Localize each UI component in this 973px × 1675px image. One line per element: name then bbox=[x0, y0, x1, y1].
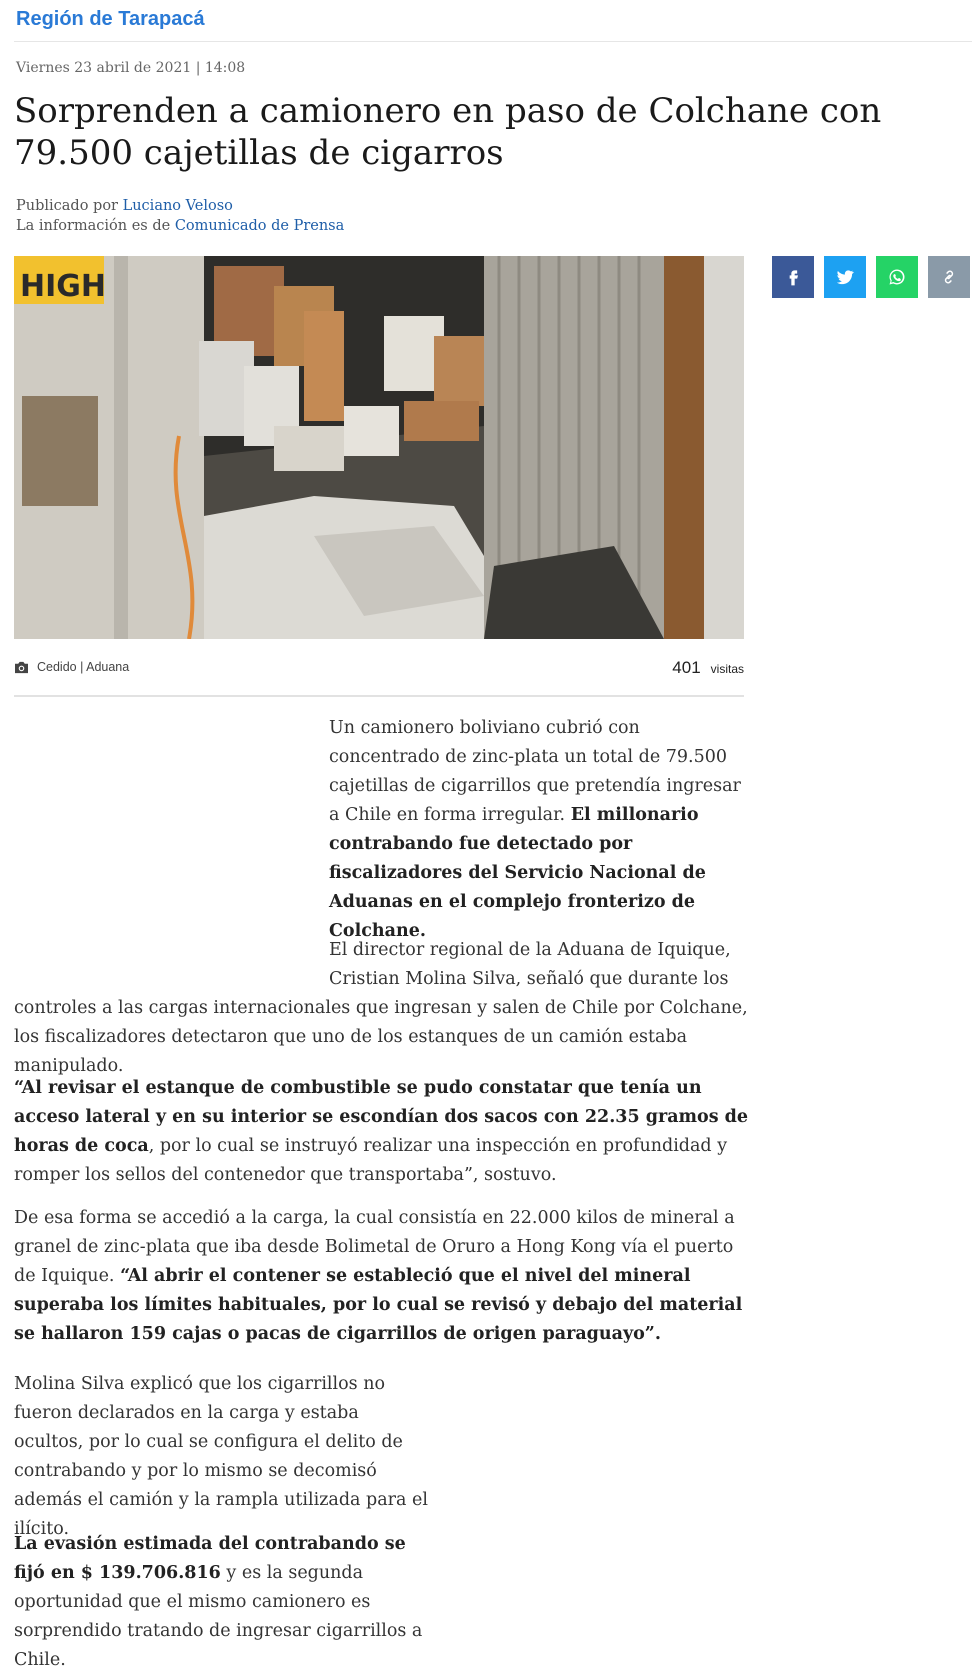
camera-icon bbox=[14, 661, 29, 674]
paragraph-1-bold: El millonario contrabando fue detectado por fiscalizadores del Servicio Nacional de Aduanas en el complejo fronterizo de Colchane. bbox=[329, 805, 706, 941]
author-line bbox=[16, 196, 344, 216]
source-label: La información es de bbox=[16, 218, 171, 234]
photo-credit: Cedido | Aduana bbox=[37, 660, 130, 674]
paragraph-6-bold: La evasión estimada del contrabando se fijó en $ 139.706.816 bbox=[14, 1534, 406, 1583]
paragraph-3-text: , por lo cual se instruyó realizar una inspección en profundidad y romper los sellos del contenedor que transportaba”, sostuvo. bbox=[14, 1136, 728, 1185]
link-icon bbox=[939, 267, 959, 287]
paragraph-1-text: Un camionero boliviano cubrió con concentrado de zinc-plata un total de 79.500 cajetillas de cigarrillos que pretendía ingresar a Chile en forma irregular. bbox=[329, 718, 741, 825]
paragraph-6-text: y es la segunda oportunidad que el mismo camionero es sorprendido tratando de ingresar cigarrillos a Chile. bbox=[14, 1563, 423, 1670]
copy-link-button[interactable] bbox=[928, 256, 970, 298]
paragraph-4 bbox=[14, 1204, 754, 1349]
paragraph-6 bbox=[14, 1530, 432, 1675]
source-line bbox=[16, 216, 344, 236]
twitter-share-button[interactable] bbox=[824, 256, 866, 298]
section-link[interactable]: Región de Tarapacá bbox=[16, 8, 205, 30]
paragraph-4-bold: “Al abrir el contener se estableció que el nivel del mineral superaba los límites habituales, por lo cual se revisó y debajo del material se hallaron 159 cajas o pacas de cigarrillos de origen paraguayo”. bbox=[14, 1266, 743, 1344]
caption-divider bbox=[14, 695, 744, 697]
paragraph-3-bold: “Al revisar el estanque de combustible se pudo constatar que tenía un acceso lateral y en su interior se escondían dos sacos con 22.35 gramos de horas de coca bbox=[14, 1078, 749, 1156]
paragraph-3 bbox=[14, 1074, 754, 1190]
article-meta bbox=[16, 196, 344, 236]
source-link[interactable]: Comunicado de Prensa bbox=[174, 218, 345, 234]
published-by-label: Publicado por bbox=[16, 198, 118, 214]
paragraph-5 bbox=[14, 1370, 432, 1544]
author-link[interactable]: Luciano Veloso bbox=[122, 198, 233, 214]
paragraph-5-text: Molina Silva explicó que los cigarrillos no fueron declarados en la carga y estaba ocultos, por lo cual se configura el delito de contrabando y por lo mismo se decomisó además el camión y la rampla utilizada para el ilícito. bbox=[14, 1374, 429, 1539]
paragraph-2-indented bbox=[329, 936, 741, 994]
container-photo-illustration bbox=[14, 256, 744, 639]
high-sign-text: HIGH bbox=[20, 269, 107, 304]
view-counter bbox=[672, 658, 744, 678]
views-label: visitas bbox=[710, 662, 744, 676]
paragraph-2-line-2: Cristian Molina Silva, señaló que durante los bbox=[329, 969, 729, 989]
facebook-share-button[interactable] bbox=[772, 256, 814, 298]
paragraph-2-text: controles a las cargas internacionales que ingresan y salen de Chile por Colchane, los fiscalizadores detectaron que uno de los estanques de un camión estaba manipulado. bbox=[14, 998, 748, 1076]
facebook-icon bbox=[783, 267, 803, 287]
paragraph-1 bbox=[329, 714, 741, 946]
photo-caption bbox=[14, 660, 129, 674]
whatsapp-share-button[interactable] bbox=[876, 256, 918, 298]
article-title: Sorprenden a camionero en paso de Colchane con 79.500 cajetillas de cigarros bbox=[14, 91, 882, 173]
paragraph-2 bbox=[14, 994, 754, 1081]
views-count: 401 bbox=[672, 658, 701, 677]
paragraph-2-line-1: El director regional de la Aduana de Iquique, bbox=[329, 940, 731, 960]
article-photo bbox=[14, 256, 744, 639]
twitter-icon bbox=[835, 267, 855, 287]
whatsapp-icon bbox=[887, 267, 907, 287]
paragraph-4-text: De esa forma se accedió a la carga, la cual consistía en 22.000 kilos de mineral a granel de zinc-plata que iba desde Bolimetal de Oruro a Hong Kong vía el puerto de Iquique. bbox=[14, 1208, 735, 1286]
article-date: Viernes 23 abril de 2021 | 14:08 bbox=[16, 60, 246, 76]
header-divider bbox=[14, 41, 972, 42]
